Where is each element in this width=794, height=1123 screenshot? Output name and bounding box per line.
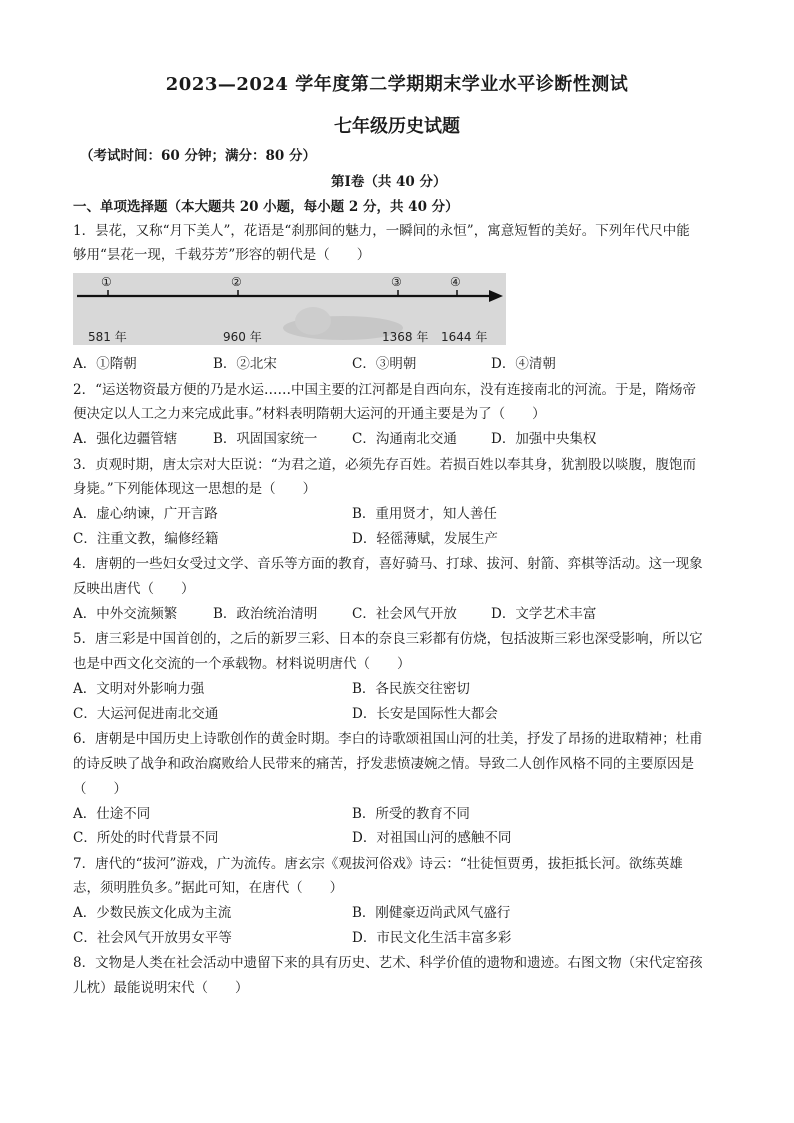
q1-stem-line2: 够用“昙花一现，千载芬芳”形容的朝代是（ ） xyxy=(73,247,371,263)
q5-option-a[interactable]: A．文明对外影响力强 xyxy=(73,681,205,697)
q3-option-d[interactable]: D．轻徭薄赋，发展生产 xyxy=(352,531,498,547)
q6-stem-line3: （ ） xyxy=(73,781,127,797)
exam-subtitle: 七年级历史试题 xyxy=(334,116,460,137)
q1-option-c[interactable]: C．③明朝 xyxy=(352,356,417,372)
q4-stem-line1: 4．唐朝的一些妇女受过文学、音乐等方面的教育，喜好骑马、打球、拔河、射箭、弈棋等活动。这一现象 xyxy=(73,556,703,572)
timeline-year-1: 581 年 xyxy=(88,330,127,344)
timeline-year-2: 960 年 xyxy=(223,330,262,344)
q6-option-c[interactable]: C．所处的时代背景不同 xyxy=(73,830,219,846)
exam-info: （考试时间：60 分钟；满分：80 分） xyxy=(80,148,316,164)
q7-option-a[interactable]: A．少数民族文化成为主流 xyxy=(73,905,232,921)
q6-option-b[interactable]: B．所受的教育不同 xyxy=(352,806,470,822)
timeline-year-3: 1368 年 xyxy=(382,330,429,344)
q7-option-d[interactable]: D．市民文化生活丰富多彩 xyxy=(352,930,512,946)
q1-option-a[interactable]: A．①隋朝 xyxy=(73,356,137,372)
timeline-image xyxy=(73,273,506,345)
q1-option-d[interactable]: D．④清朝 xyxy=(491,356,556,372)
q8-stem-line2: 儿枕）最能说明宋代（ ） xyxy=(73,980,249,996)
volume-heading: 第Ⅰ卷（共 40 分） xyxy=(331,174,447,190)
timeline-marker-3: ③ xyxy=(391,275,402,289)
q3-stem-line2: 身毙。”下列能体现这一思想的是（ ） xyxy=(73,481,317,497)
q7-stem-line2: 志，须明胜负多。”据此可知，在唐代（ ） xyxy=(73,880,344,896)
q8-stem-line1: 8．文物是人类在社会活动中遗留下来的具有历史、艺术、科学价值的遗物和遗迹。右图文物（宋代定窑孩 xyxy=(73,955,703,971)
q4-option-d[interactable]: D．文学艺术丰富 xyxy=(491,606,597,622)
exam-title: 2023—2024 学年度第二学期期末学业水平诊断性测试 xyxy=(165,74,629,95)
q3-option-c[interactable]: C．注重文教，编修经籍 xyxy=(73,531,219,547)
q6-option-d[interactable]: D．对祖国山河的感触不同 xyxy=(352,830,512,846)
q5-option-d[interactable]: D．长安是国际性大都会 xyxy=(352,706,498,722)
q6-stem-line1: 6．唐朝是中国历史上诗歌创作的黄金时期。李白的诗歌颂祖国山河的壮美，抒发了昂扬的进取精神；杜甫 xyxy=(73,731,703,747)
q2-option-a[interactable]: A．强化边疆管辖 xyxy=(73,431,178,447)
q5-option-c[interactable]: C．大运河促进南北交通 xyxy=(73,706,219,722)
q4-option-b[interactable]: B．政治统治清明 xyxy=(213,606,318,622)
q2-option-c[interactable]: C．沟通南北交通 xyxy=(352,431,457,447)
q1-option-b[interactable]: B．②北宋 xyxy=(213,356,277,372)
q7-option-c[interactable]: C．社会风气开放男女平等 xyxy=(73,930,232,946)
q7-option-b[interactable]: B．刚健豪迈尚武风气盛行 xyxy=(352,905,511,921)
q3-option-a[interactable]: A．虚心纳谏，广开言路 xyxy=(73,506,218,522)
section-heading: 一、单项选择题（本大题共 20 小题，每小题 2 分，共 40 分） xyxy=(73,199,459,215)
q5-option-b[interactable]: B．各民族交往密切 xyxy=(352,681,470,697)
timeline-marker-4: ④ xyxy=(450,275,461,289)
timeline-year-4: 1644 年 xyxy=(441,330,488,344)
q7-stem-line1: 7．唐代的“拔河”游戏，广为流传。唐玄宗《观拔河俗戏》诗云：“壮徒恒贾勇，拔拒抵长河。欲练英雄 xyxy=(73,856,683,872)
q3-stem-line1: 3．贞观时期，唐太宗对大臣说：“为君之道，必须先存百姓。若损百姓以奉其身，犹割股以啖腹，腹饱而 xyxy=(73,457,696,473)
timeline-marker-1: ① xyxy=(101,275,112,289)
q2-option-b[interactable]: B．巩固国家统一 xyxy=(213,431,318,447)
q6-option-a[interactable]: A．仕途不同 xyxy=(73,806,151,822)
q2-stem-line1: 2．“运送物资最方便的乃是水运……中国主要的江河都是自西向东，没有连接南北的河流。于是，隋炀帝 xyxy=(73,382,696,398)
q2-stem-line2: 便决定以人工之力来完成此事。”材料表明隋朝大运河的开通主要是为了（ ） xyxy=(73,406,546,422)
timeline-marker-2: ② xyxy=(231,275,242,289)
q5-stem-line2: 也是中西文化交流的一个承载物。材料说明唐代（ ） xyxy=(73,656,411,672)
q5-stem-line1: 5．唐三彩是中国首创的，之后的新罗三彩、日本的奈良三彩都有仿烧，包括波斯三彩也深受影响，所以它 xyxy=(73,631,703,647)
q4-option-a[interactable]: A．中外交流频繁 xyxy=(73,606,178,622)
q2-option-d[interactable]: D．加强中央集权 xyxy=(491,431,597,447)
q4-option-c[interactable]: C．社会风气开放 xyxy=(352,606,457,622)
q4-stem-line2: 反映出唐代（ ） xyxy=(73,581,195,597)
q3-option-b[interactable]: B．重用贤才，知人善任 xyxy=(352,506,497,522)
q1-stem-line1: 1．昙花，又称“月下美人”，花语是“刹那间的魅力，一瞬间的永恒”，寓意短暂的美好。下列年代尺中能 xyxy=(73,223,690,239)
q6-stem-line2: 的诗反映了战争和政治腐败给人民带来的痛苦，抒发悲愤凄婉之情。导致二人创作风格不同的主要原因是 xyxy=(73,756,694,772)
